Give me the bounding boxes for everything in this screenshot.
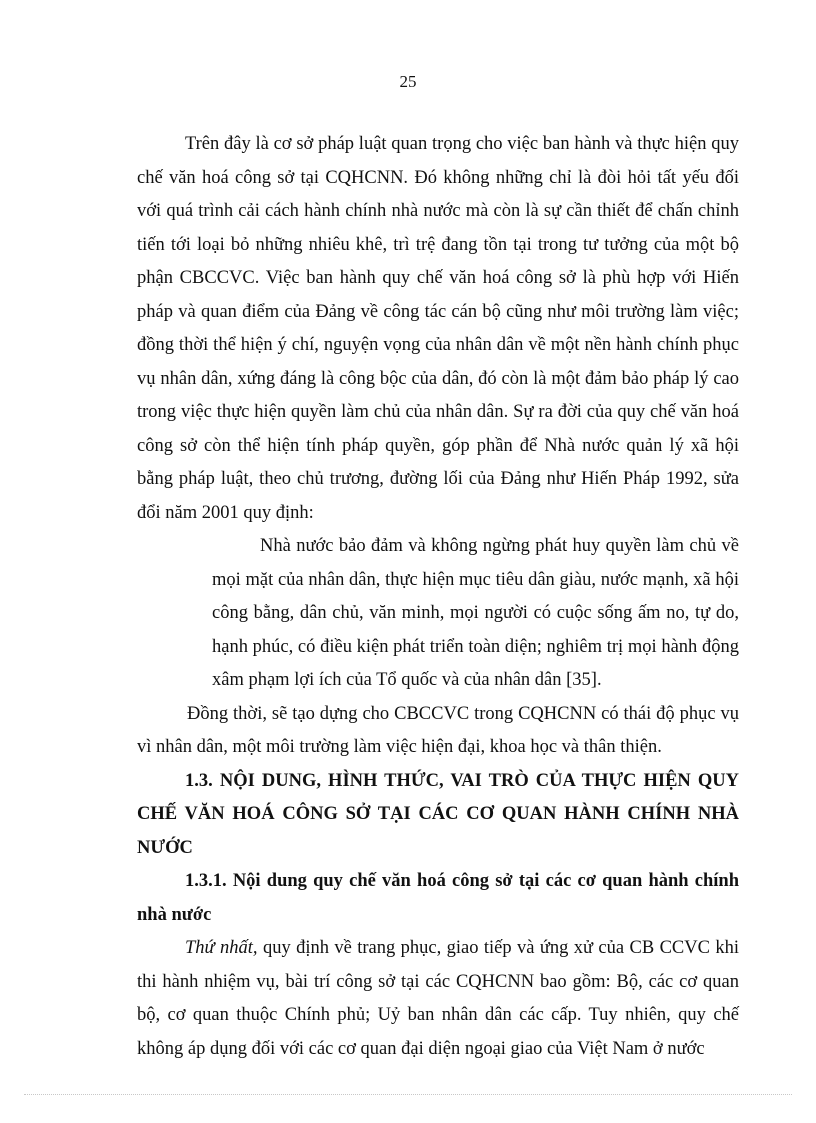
- first-point-text: quy định về trang phục, giao tiếp và ứng xử của CB CCVC khi thi hành nhiệm vụ, bài trí công sở tại các CQHCNN bao gồm: Bộ, các cơ quan bộ, cơ quan thuộc Chính phủ; Uỷ ban nhân dân các cấp. Tuy nhiên, quy chế không áp dụng đối với các cơ quan đại diện ngoại giao của Việt Nam ở nước: [137, 938, 739, 1059]
- page-bottom-divider: [24, 1094, 792, 1095]
- page-number: 25: [399, 72, 417, 91]
- paragraph-simultaneously: Đồng thời, sẽ tạo dựng cho CBCCVC trong CQHCNN có thái độ phục vụ vì nhân dân, một môi trường làm việc hiện đại, khoa học và thân thiện.: [137, 703, 739, 757]
- paragraph-first-point: [137, 932, 739, 1066]
- constitution-quote: Nhà nước bảo đảm và không ngừng phát huy quyền làm chủ về mọi mặt của nhân dân, thực hiện mục tiêu dân giàu, nước mạnh, xã hội công bằng, dân chủ, văn minh, mọi người có cuộc sống ấm no, tự do, hạnh phúc, có điều kiện phát triển toàn diện; nghiêm trị mọi hành động xâm phạm lợi ích của Tổ quốc và của nhân dân [35].: [212, 536, 739, 690]
- first-point-lead: Thứ nhất,: [185, 938, 258, 958]
- section-heading: 1.3. NỘI DUNG, HÌNH THỨC, VAI TRÒ CỦA THỰC HIỆN QUY CHẾ VĂN HOÁ CÔNG SỞ TẠI CÁC CƠ QUAN HÀNH CHÍNH NHÀ NƯỚC: [137, 770, 739, 858]
- paragraph-legal-basis: Trên đây là cơ sở pháp luật quan trọng cho việc ban hành và thực hiện quy chế văn hoá công sở tại CQHCNN. Đó không những chỉ là đòi hỏi tất yếu đối với quá trình cải cách hành chính nhà nước mà còn là sự cần thiết để chấn chỉnh tiến tới loại bỏ những nhiêu khê, trì trệ đang tồn tại trong tư tưởng của một bộ phận CBCCVC. Việc ban hành quy chế văn hoá công sở là phù hợp với Hiến pháp và quan điểm của Đảng về công tác cán bộ cũng như môi trường làm việc; đồng thời thể hiện ý chí, nguyện vọng của nhân dân về một nền hành chính phục vụ nhân dân, xứng đáng là công bộc của dân, đó còn là một đảm bảo pháp lý cao trong việc thực hiện quyền làm chủ của nhân dân. Sự ra đời của quy chế văn hoá công sở còn thể hiện tính pháp quyền, góp phần để Nhà nước quản lý xã hội bằng pháp luật, theo chủ trương, đường lối của Đảng như Hiến Pháp 1992, sửa đổi năm 2001 quy định:: [137, 134, 739, 523]
- subsection-heading: 1.3.1. Nội dung quy chế văn hoá công sở tại các cơ quan hành chính nhà nước: [137, 871, 739, 925]
- document-body: [137, 128, 739, 1066]
